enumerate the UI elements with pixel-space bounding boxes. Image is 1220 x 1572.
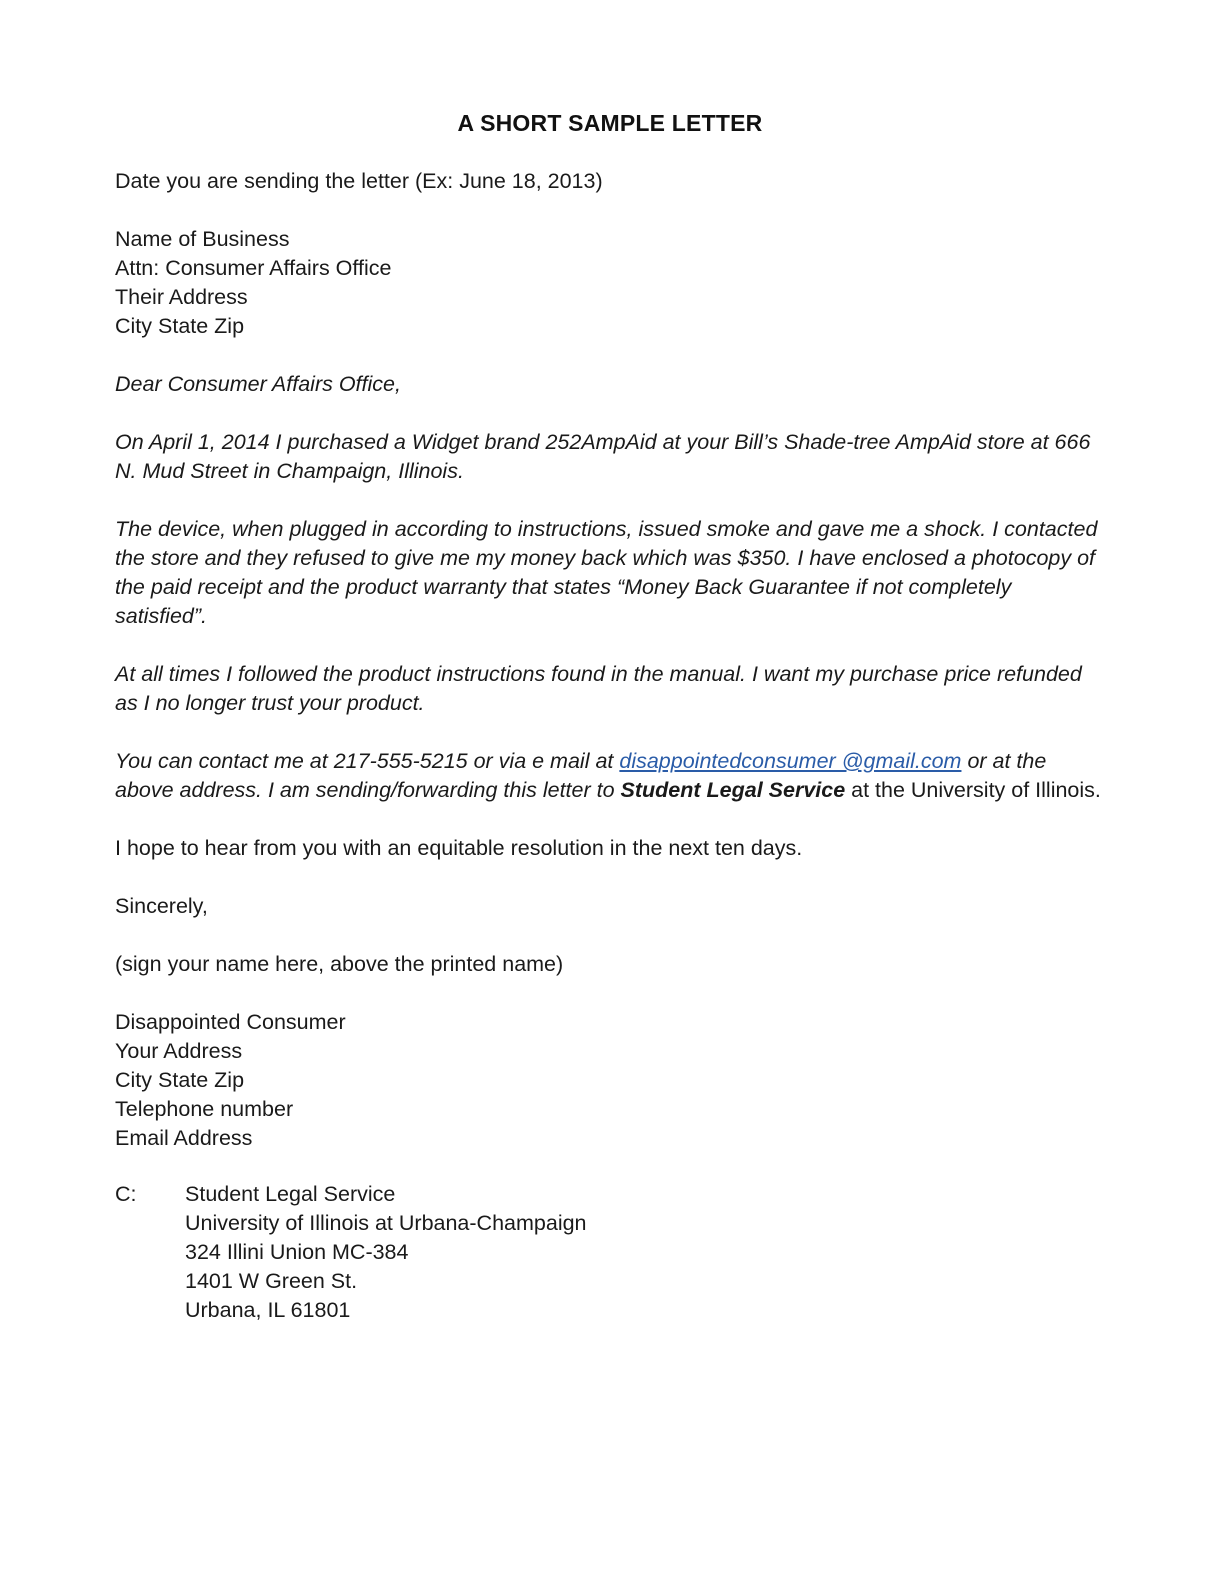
cc-label: C: (115, 1182, 137, 1206)
cc-line: Urbana, IL 61801 (185, 1298, 351, 1322)
date-line: Date you are sending the letter (Ex: June 18, 2013) (115, 169, 603, 193)
spacer-8 (115, 1153, 1105, 1180)
signature-note: (sign your name here, above the printed name) (115, 952, 564, 976)
sender-line: Email Address (115, 1126, 253, 1150)
cc-address-lines (185, 1180, 1105, 1325)
cc-row (115, 1180, 1105, 1325)
sender-address-block (115, 1008, 1105, 1153)
recipient-line: City State Zip (115, 314, 245, 338)
spacer-5 (115, 863, 1105, 892)
sender-line: Telephone number (115, 1097, 294, 1121)
body-paragraph-5: I hope to hear from you with an equitable resolution in the next ten days. (115, 836, 803, 860)
sender-line: Your Address (115, 1039, 243, 1063)
recipient-line: Their Address (115, 285, 248, 309)
cc-line: University of Illinois at Urbana-Champaign (185, 1211, 587, 1235)
spacer-3 (115, 718, 1105, 747)
spacer-after-recipient (115, 341, 1105, 370)
cc-line: 1401 W Green St. (185, 1269, 358, 1293)
sender-line: City State Zip (115, 1068, 245, 1092)
cc-line: Student Legal Service (185, 1182, 396, 1206)
closing: Sincerely, (115, 894, 208, 918)
student-legal-service-emphasis: Student Legal Service (620, 778, 846, 802)
sender-line: Disappointed Consumer (115, 1010, 346, 1034)
email-link[interactable]: disappointedconsumer @gmail.com (619, 749, 962, 773)
spacer-after-date (115, 196, 1105, 225)
spacer-6 (115, 921, 1105, 950)
cc-line: 324 Illini Union MC-384 (185, 1240, 409, 1264)
spacer-4 (115, 805, 1105, 834)
page-title: A SHORT SAMPLE LETTER (457, 110, 763, 136)
spacer-after-salutation (115, 399, 1105, 428)
spacer-1 (115, 486, 1105, 515)
recipient-address-block (115, 225, 1105, 341)
spacer-2 (115, 631, 1105, 660)
body-paragraph-3: At all times I followed the product instructions found in the manual. I want my purchase price refunded as I no longer trust your product. (115, 662, 1082, 715)
carbon-copy-block (115, 1180, 1105, 1325)
contact-text-segment: You can contact me at 217-555-5215 or via e mail at (115, 749, 620, 773)
body-paragraph-1: On April 1, 2014 I purchased a Widget brand 252AmpAid at your Bill’s Shade-tree AmpAid store at 666 N. Mud Street in Champaign, Illinois. (115, 430, 1091, 483)
university-text-segment: at the University of Illinois. (845, 778, 1101, 802)
recipient-line: Attn: Consumer Affairs Office (115, 256, 392, 280)
letter-content (115, 108, 1105, 1325)
body-paragraph-2: The device, when plugged in according to instructions, issued smoke and gave me a shock. I contacted the store and they refused to give me my money back which was $350. I have enclosed a photocopy of the paid receipt and the product warranty that states “Money Back Guarantee if not completely satisfied”. (115, 517, 1098, 628)
body-paragraph-4 (115, 747, 1105, 805)
spacer-7 (115, 979, 1105, 1008)
recipient-line: Name of Business (115, 227, 290, 251)
forwarding-text-segment: or at the above address. I am sending/forwarding this letter to (115, 749, 1047, 802)
salutation: Dear Consumer Affairs Office, (115, 372, 401, 396)
